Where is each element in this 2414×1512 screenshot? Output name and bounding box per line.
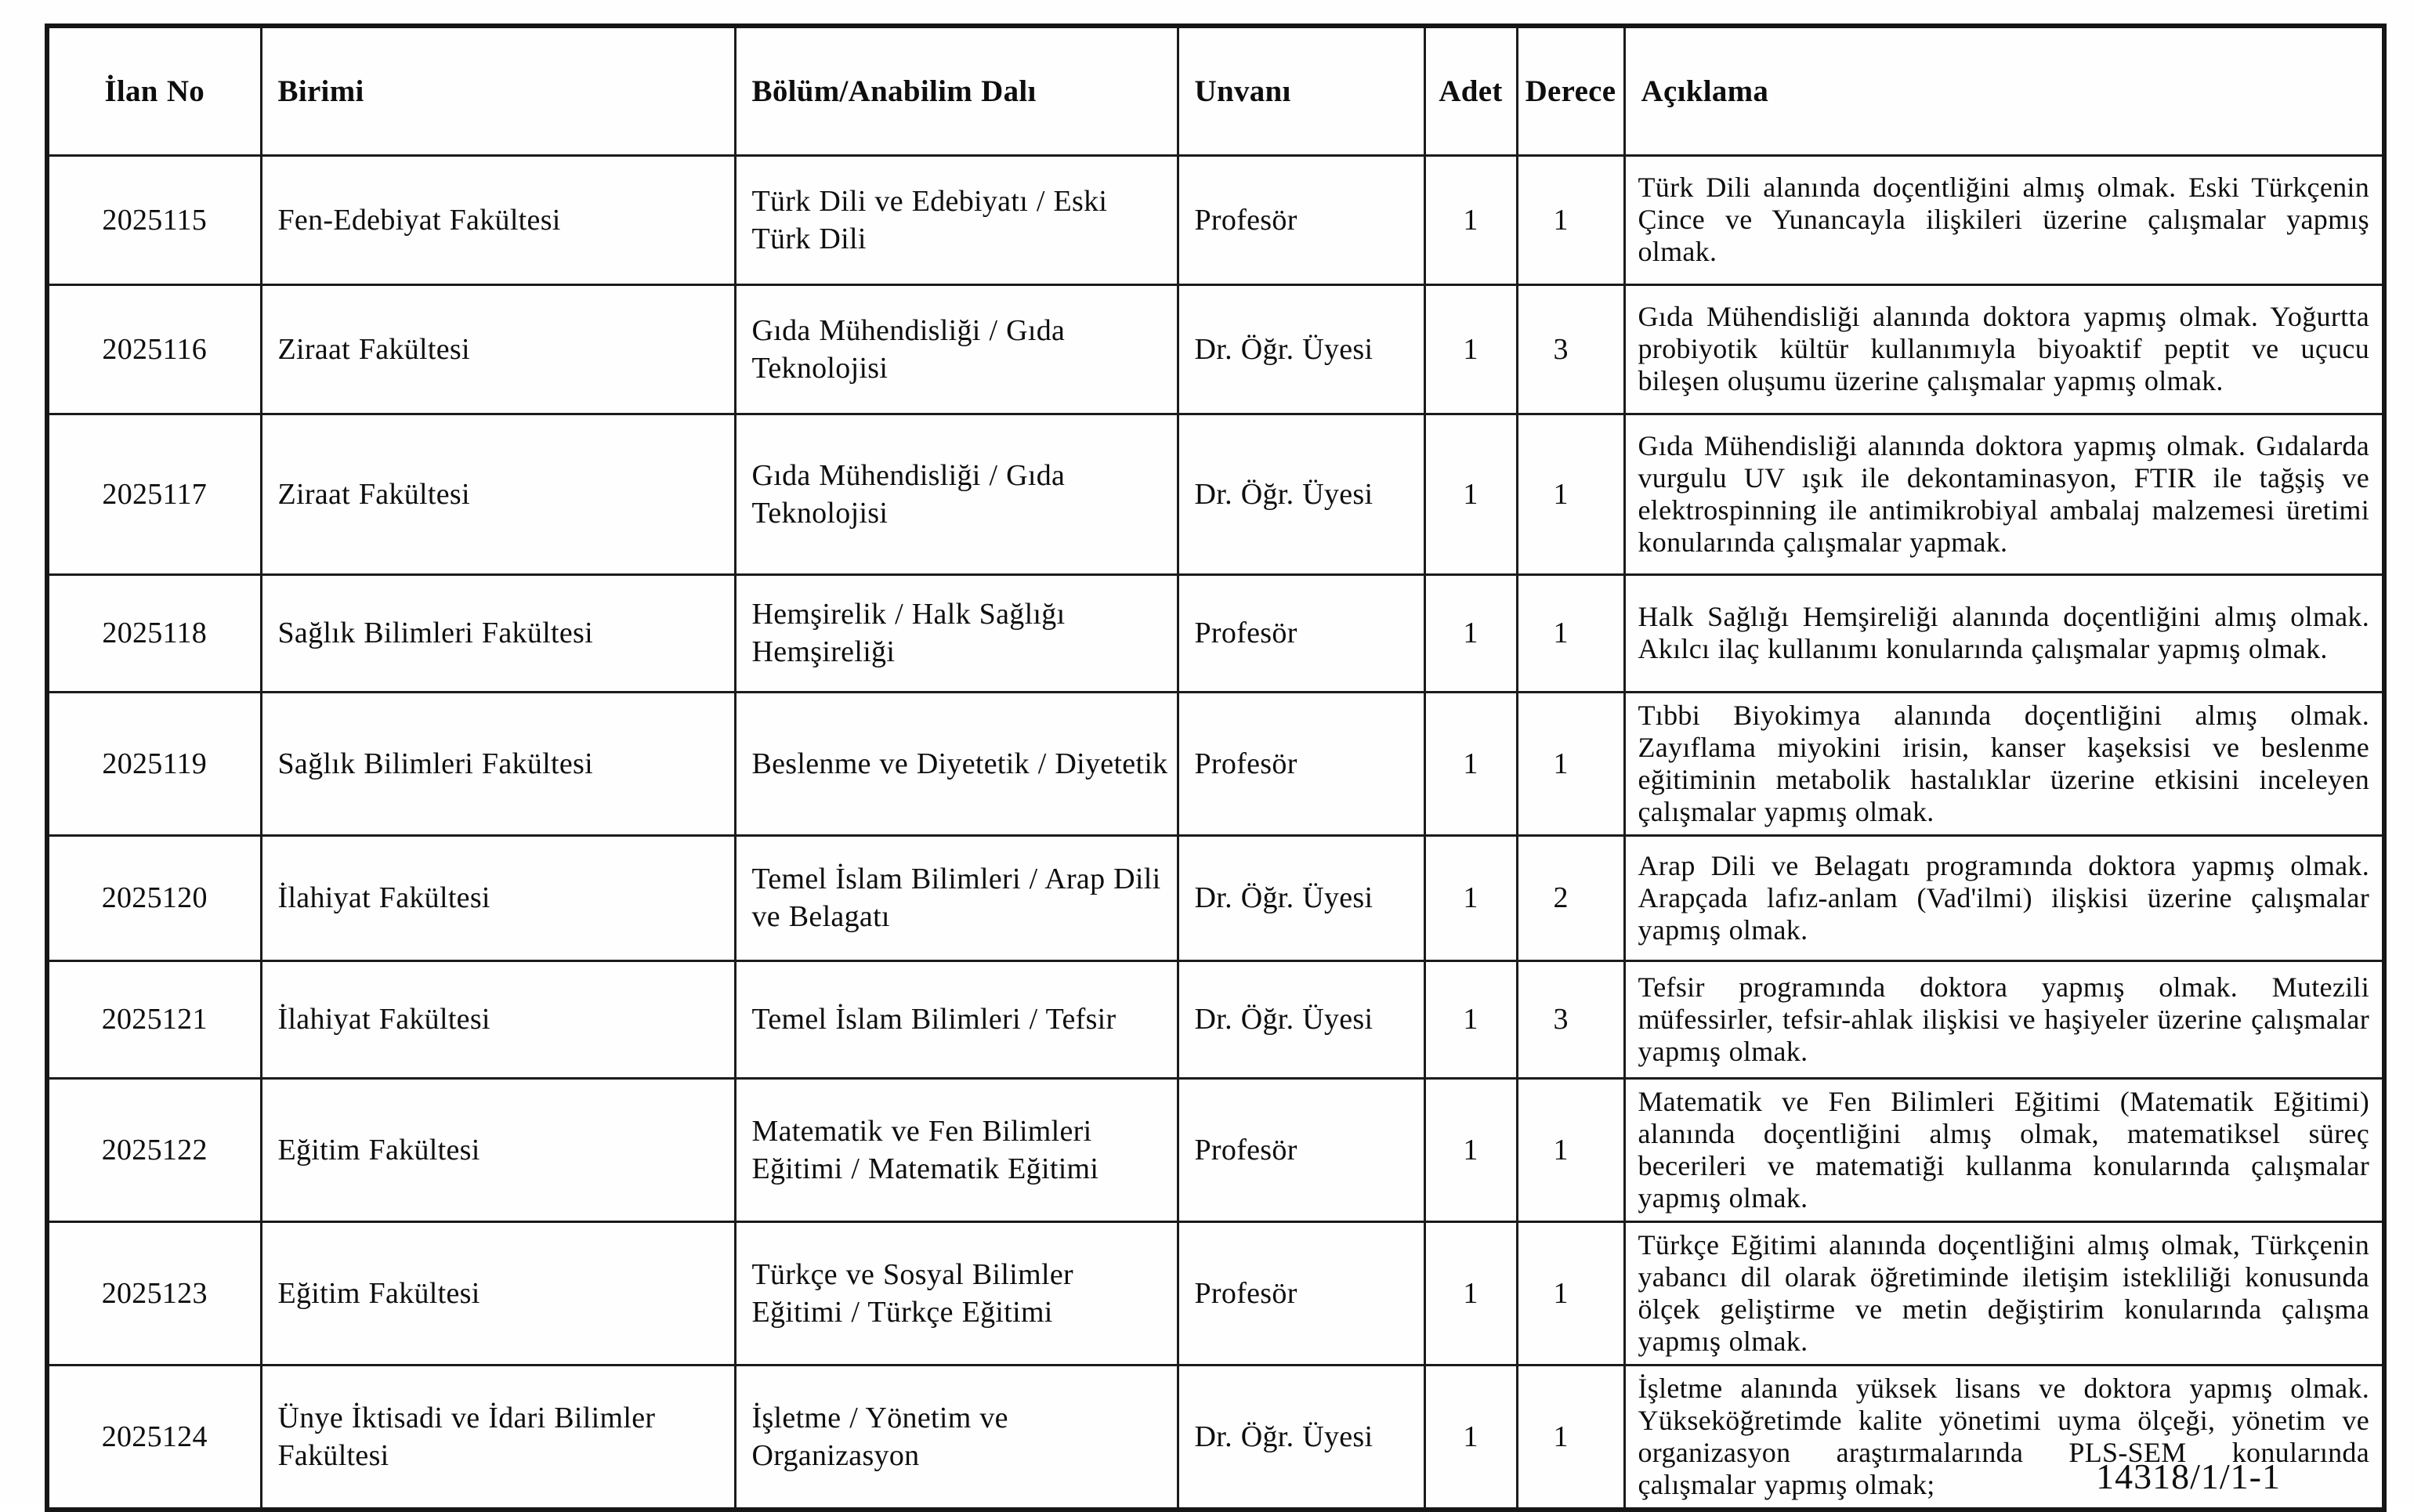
cell-adet: 1 (1424, 692, 1517, 835)
header-cell-birimi: Birimi (261, 26, 735, 155)
cell-ilan-no: 2025122 (47, 1078, 261, 1221)
cell-birimi: Sağlık Bilimleri Fakültesi (261, 574, 735, 692)
cell-adet: 1 (1424, 414, 1517, 574)
cell-unvan: Profesör (1178, 155, 1424, 284)
table-row (47, 692, 2384, 835)
cell-aciklama: Gıda Mühendisliği alanında doktora yapmış olmak. Yoğurtta probiyotik kültür kullanımıyla biyoaktif peptit ve uçucu bileşen oluşumu üzerine çalışmalar yapmış olmak. (1624, 284, 2384, 414)
header-cell-derece: Derece (1517, 26, 1624, 155)
cell-derece: 1 (1517, 692, 1624, 835)
table-row (47, 155, 2384, 284)
cell-unvan: Profesör (1178, 1078, 1424, 1221)
cell-ilan-no: 2025115 (47, 155, 261, 284)
cell-unvan: Dr. Öğr. Üyesi (1178, 835, 1424, 960)
cell-bolum: Türk Dili ve Edebiyatı / Eski Türk Dili (735, 155, 1178, 284)
table-row (47, 284, 2384, 414)
cell-bolum: Beslenme ve Diyetetik / Diyetetik (735, 692, 1178, 835)
cell-birimi: Ünye İktisadi ve İdari Bilimler Fakültesi (261, 1365, 735, 1510)
cell-unvan: Profesör (1178, 574, 1424, 692)
cell-adet: 1 (1424, 155, 1517, 284)
cell-ilan-no: 2025120 (47, 835, 261, 960)
cell-birimi: Fen-Edebiyat Fakültesi (261, 155, 735, 284)
cell-birimi: Ziraat Fakültesi (261, 414, 735, 574)
cell-birimi: Sağlık Bilimleri Fakültesi (261, 692, 735, 835)
cell-adet: 1 (1424, 835, 1517, 960)
cell-derece: 1 (1517, 1221, 1624, 1365)
header-row (47, 26, 2384, 155)
table-row (47, 414, 2384, 574)
cell-bolum: Gıda Mühendisliği / Gıda Teknolojisi (735, 414, 1178, 574)
header-cell-aciklama: Açıklama (1624, 26, 2384, 155)
cell-bolum: Matematik ve Fen Bilimleri Eğitimi / Matematik Eğitimi (735, 1078, 1178, 1221)
table-row (47, 835, 2384, 960)
cell-aciklama: Halk Sağlığı Hemşireliği alanında doçentliğini almış olmak. Akılcı ilaç kullanımı konularında çalışmalar yapmış olmak. (1624, 574, 2384, 692)
cell-birimi: İlahiyat Fakültesi (261, 835, 735, 960)
table-body (47, 155, 2384, 1510)
table-row (47, 1078, 2384, 1221)
cell-derece: 3 (1517, 960, 1624, 1078)
cell-derece: 1 (1517, 155, 1624, 284)
cell-aciklama: Arap Dili ve Belagatı programında doktora yapmış olmak. Arapçada lafız-anlam (Vad'ilmi) ilişkisi üzerine çalışmalar yapmış olmak. (1624, 835, 2384, 960)
cell-bolum: Gıda Mühendisliği / Gıda Teknolojisi (735, 284, 1178, 414)
cell-aciklama: İşletme alanında yüksek lisans ve doktora yapmış olmak. Yükseköğretimde kalite yönetimi uyma ölçeği, yönetim ve organizasyon araştırmalarında PLS-SEM konularında çalışmalar yapmış olmak; (1624, 1365, 2384, 1510)
table-row (47, 1365, 2384, 1510)
header-cell-ilan-no: İlan No (47, 26, 261, 155)
cell-adet: 1 (1424, 1078, 1517, 1221)
cell-derece: 1 (1517, 1365, 1624, 1510)
table-header (47, 26, 2384, 155)
header-cell-unvan: Unvanı (1178, 26, 1424, 155)
cell-birimi: İlahiyat Fakültesi (261, 960, 735, 1078)
cell-derece: 1 (1517, 1078, 1624, 1221)
cell-adet: 1 (1424, 960, 1517, 1078)
cell-unvan: Profesör (1178, 692, 1424, 835)
cell-birimi: Eğitim Fakültesi (261, 1221, 735, 1365)
cell-ilan-no: 2025124 (47, 1365, 261, 1510)
cell-adet: 1 (1424, 1365, 1517, 1510)
cell-aciklama: Matematik ve Fen Bilimleri Eğitimi (Matematik Eğitimi) alanında doçentliğini almış olmak, matematiksel süreç becerileri ve matematiği kullanma konularında çalışmalar yapmış olmak. (1624, 1078, 2384, 1221)
cell-bolum: Temel İslam Bilimleri / Arap Dili ve Belagatı (735, 835, 1178, 960)
cell-ilan-no: 2025118 (47, 574, 261, 692)
table-row (47, 1221, 2384, 1365)
cell-birimi: Eğitim Fakültesi (261, 1078, 735, 1221)
cell-unvan: Dr. Öğr. Üyesi (1178, 960, 1424, 1078)
cell-adet: 1 (1424, 284, 1517, 414)
cell-bolum: İşletme / Yönetim ve Organizasyon (735, 1365, 1178, 1510)
cell-derece: 1 (1517, 414, 1624, 574)
cell-ilan-no: 2025117 (47, 414, 261, 574)
cell-aciklama: Türkçe Eğitimi alanında doçentliğini almış olmak, Türkçenin yabancı dil olarak öğretiminde iletişim istekliliği konusunda ölçek geliştirme ve metin değiştirim konularında çalışma yapmış olmak. (1624, 1221, 2384, 1365)
cell-bolum: Temel İslam Bilimleri / Tefsir (735, 960, 1178, 1078)
job-postings-table (45, 24, 2387, 1512)
cell-bolum: Hemşirelik / Halk Sağlığı Hemşireliği (735, 574, 1178, 692)
cell-aciklama: Tıbbi Biyokimya alanında doçentliğini almış olmak. Zayıflama miyokini irisin, kanser kaşeksisi ve beslenme eğitiminin metabolik hastalıklar üzerine etkisini inceleyen çalışmalar yapmış olmak. (1624, 692, 2384, 835)
cell-unvan: Dr. Öğr. Üyesi (1178, 414, 1424, 574)
cell-unvan: Profesör (1178, 1221, 1424, 1365)
cell-bolum: Türkçe ve Sosyal Bilimler Eğitimi / Türkçe Eğitimi (735, 1221, 1178, 1365)
cell-unvan: Dr. Öğr. Üyesi (1178, 284, 1424, 414)
table-row (47, 574, 2384, 692)
cell-ilan-no: 2025119 (47, 692, 261, 835)
cell-aciklama: Tefsir programında doktora yapmış olmak. Mutezili müfessirler, tefsir-ahlak ilişkisi ve haşiyeler üzerine çalışmalar yapmış olmak. (1624, 960, 2384, 1078)
table-row (47, 960, 2384, 1078)
header-cell-adet: Adet (1424, 26, 1517, 155)
cell-ilan-no: 2025116 (47, 284, 261, 414)
cell-adet: 1 (1424, 574, 1517, 692)
cell-adet: 1 (1424, 1221, 1517, 1365)
cell-derece: 2 (1517, 835, 1624, 960)
cell-birimi: Ziraat Fakültesi (261, 284, 735, 414)
header-cell-bolum: Bölüm/Anabilim Dalı (735, 26, 1178, 155)
cell-derece: 1 (1517, 574, 1624, 692)
cell-unvan: Dr. Öğr. Üyesi (1178, 1365, 1424, 1510)
cell-aciklama: Gıda Mühendisliği alanında doktora yapmış olmak. Gıdalarda vurgulu UV ışık ile dekontaminasyon, FTIR ile tağşiş ve elektrospinning ile antimikrobiyal ambalaj malzemesi üretimi konularında çalışmalar yapmak. (1624, 414, 2384, 574)
cell-derece: 3 (1517, 284, 1624, 414)
document-code: 14318/1/1-1 (2096, 1456, 2281, 1496)
cell-ilan-no: 2025121 (47, 960, 261, 1078)
cell-ilan-no: 2025123 (47, 1221, 261, 1365)
cell-aciklama: Türk Dili alanında doçentliğini almış olmak. Eski Türkçenin Çince ve Yunancayla ilişkileri üzerine çalışmalar yapmış olmak. (1624, 155, 2384, 284)
